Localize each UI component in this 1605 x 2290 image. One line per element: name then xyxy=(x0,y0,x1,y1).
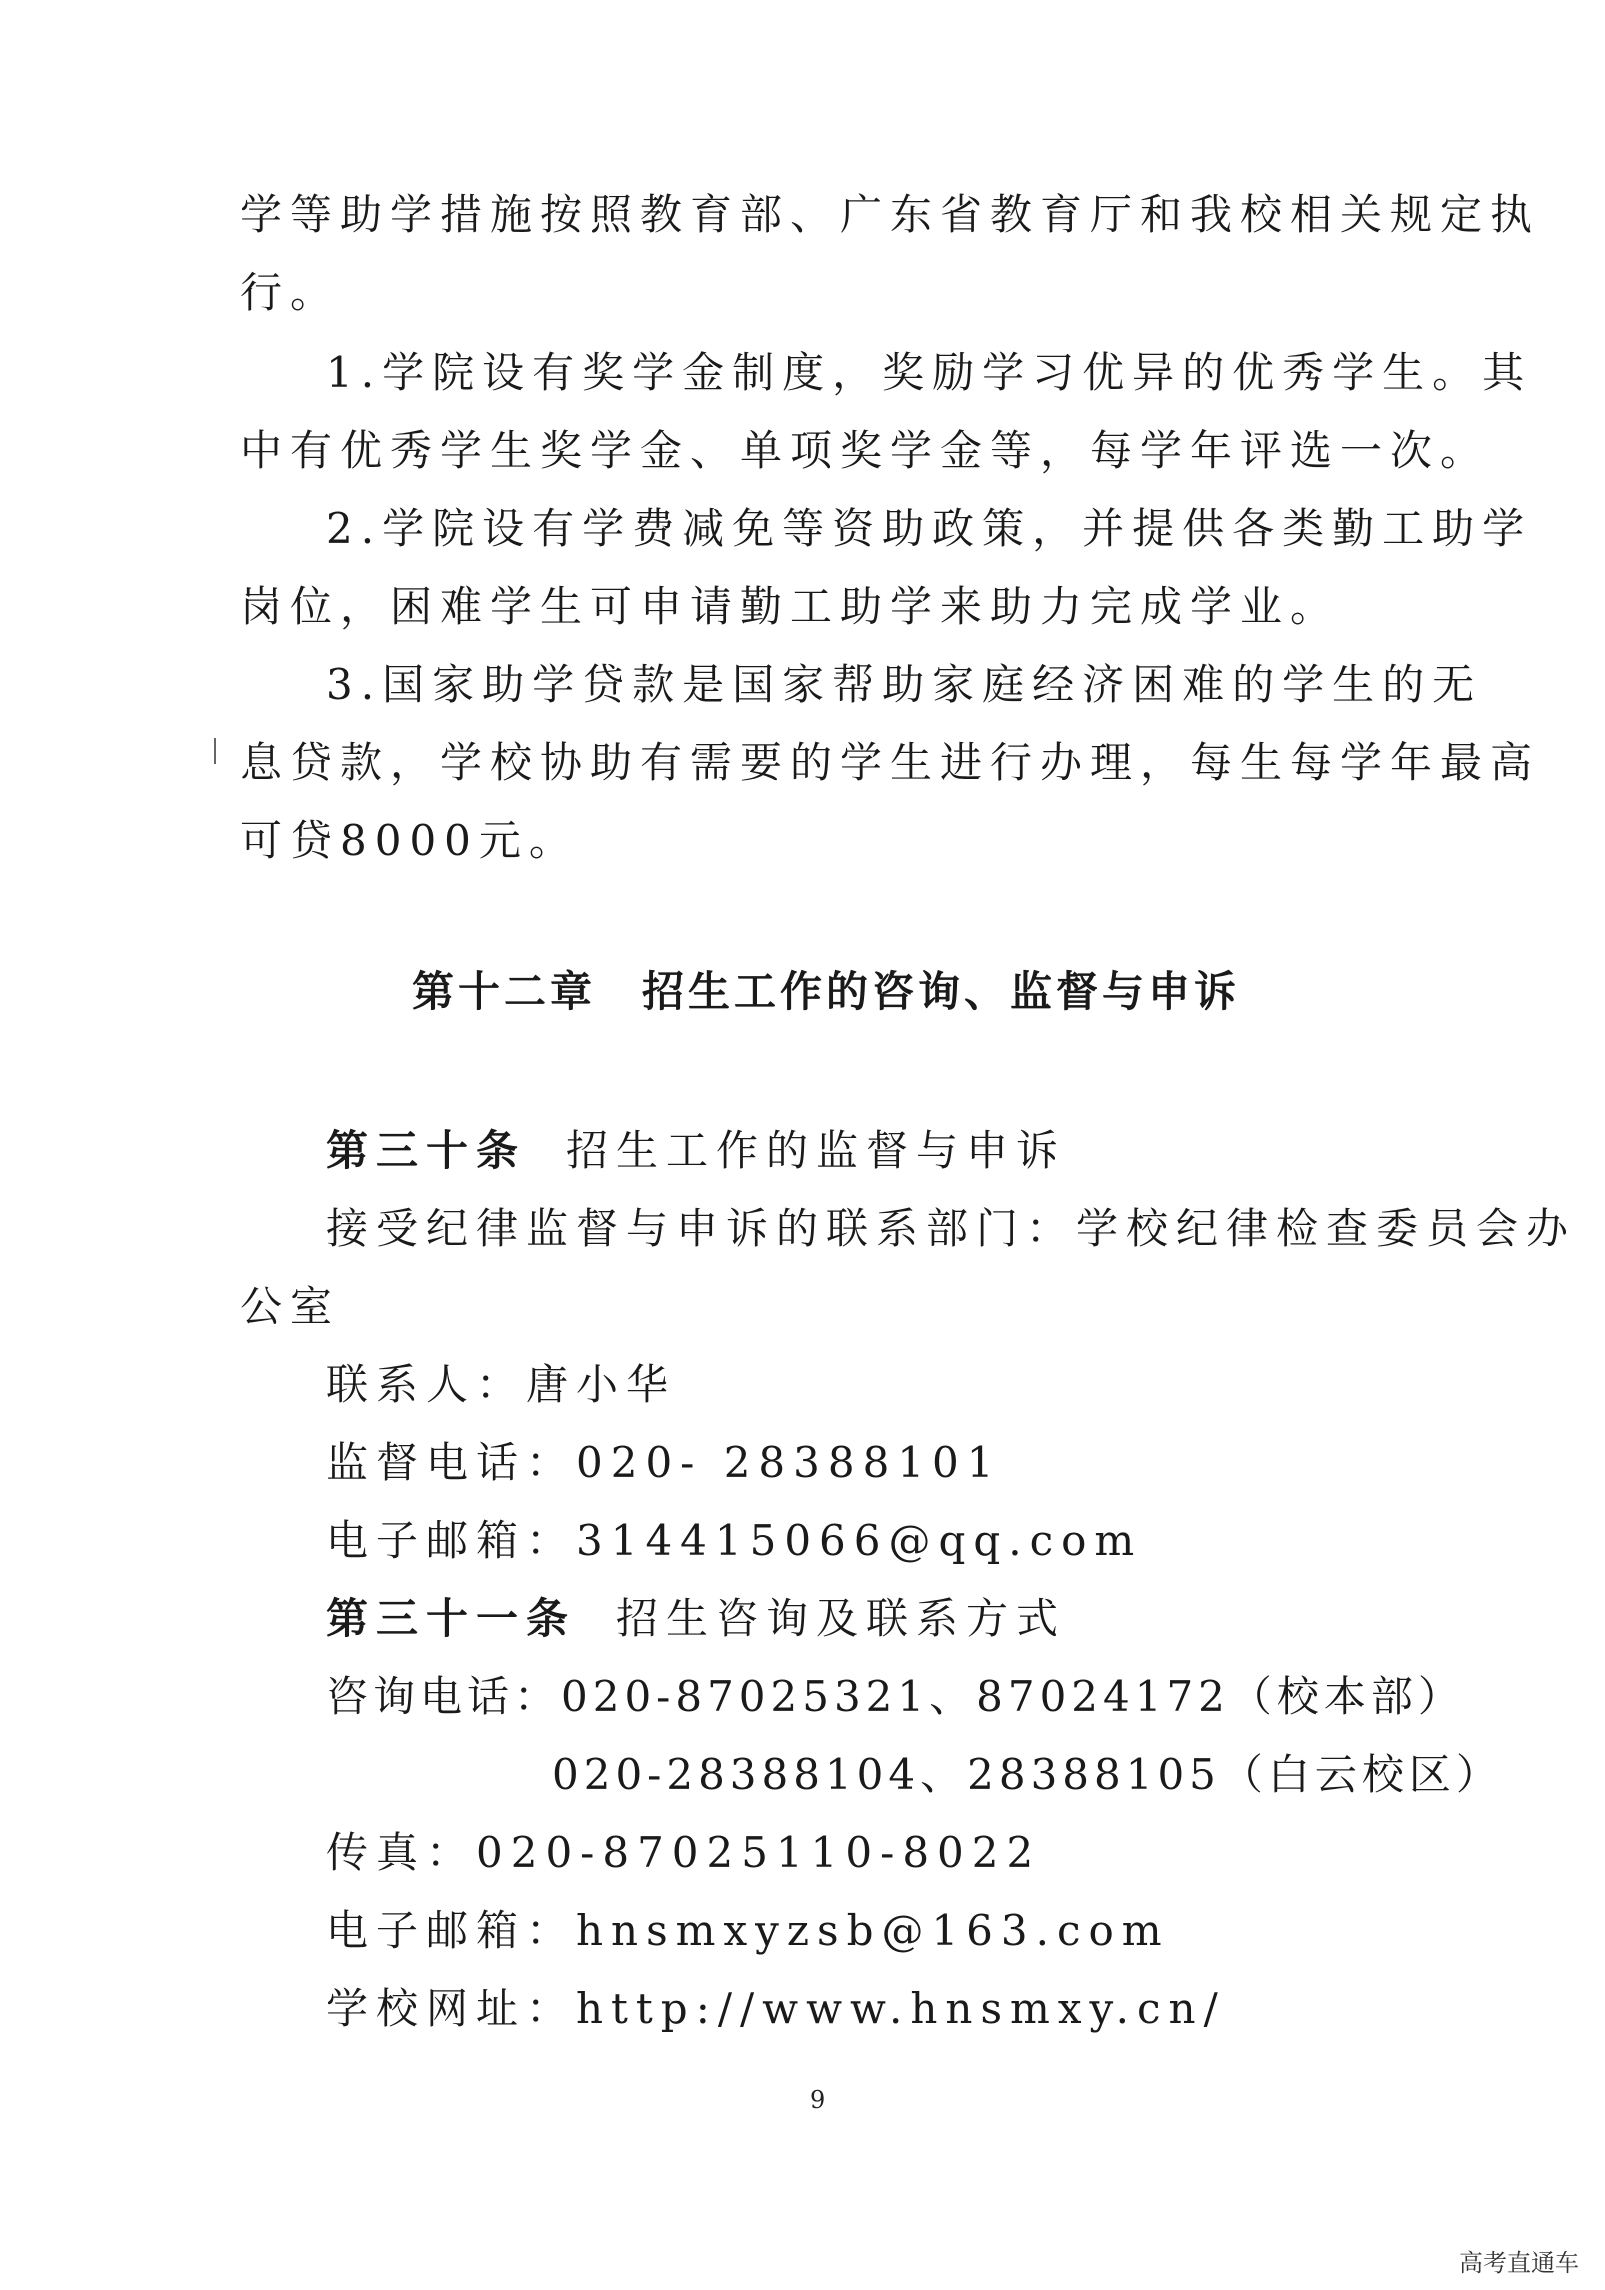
page-number: 9 xyxy=(810,2086,826,2114)
article-31-number: 第三十一条 xyxy=(326,1594,577,1643)
body-line-1: 学等助学措施按照教育部、广东省教育厅和我校相关规定执 xyxy=(240,190,1541,239)
body-line-4: 中有优秀学生奖学金、单项奖学金等，每学年评选一次。 xyxy=(240,426,1491,475)
article-30-heading xyxy=(326,1124,1066,1178)
article-31-phone-1: 咨询电话：020-87025321、87024172（校本部） xyxy=(326,1672,1465,1721)
watermark-text: 高考直通车 xyxy=(1453,2241,1585,2280)
article-30-dept-line-1: 接受纪律监督与申诉的联系部门：学校纪律检查委员会办 xyxy=(326,1204,1577,1253)
article-31-heading xyxy=(326,1592,1066,1646)
article-30-number: 第三十条 xyxy=(326,1126,527,1175)
article-30-email: 电子邮箱：314415066@qq.com xyxy=(326,1516,1143,1565)
article-31-title: 招生咨询及联系方式 xyxy=(616,1594,1067,1643)
body-line-2: 行。 xyxy=(240,268,341,317)
chapter-heading: 第十二章 招生工作的咨询、监督与申诉 xyxy=(412,967,1241,1016)
body-line-5: 2.学院设有学费减免等资助政策，并提供各类勤工助学 xyxy=(326,504,1533,553)
article-30-title: 招生工作的监督与申诉 xyxy=(566,1126,1067,1175)
article-30-dept-line-2: 公室 xyxy=(240,1282,341,1331)
article-31-website: 学校网址：http://www.hnsmxy.cn/ xyxy=(326,1984,1226,2033)
scan-mark xyxy=(214,738,216,764)
article-30-contact: 联系人：唐小华 xyxy=(326,1360,677,1409)
article-31-email: 电子邮箱：hnsmxyzsb@163.com xyxy=(326,1906,1170,1955)
article-30-phone: 监督电话：020- 28388101 xyxy=(326,1438,1002,1487)
article-31-fax: 传真：020-87025110-8022 xyxy=(326,1828,1042,1877)
body-line-9: 可贷8000元。 xyxy=(240,816,579,865)
body-line-7: 3.国家助学贷款是国家帮助家庭经济困难的学生的无 xyxy=(326,660,1483,709)
body-line-3: 1.学院设有奖学金制度，奖励学习优异的优秀学生。其 xyxy=(326,348,1533,397)
article-31-phone-2: 020-28388104、28388105（白云校区） xyxy=(552,1750,1503,1799)
body-line-6: 岗位，困难学生可申请勤工助学来助力完成学业。 xyxy=(240,582,1341,631)
body-line-8: 息贷款，学校协助有需要的学生进行办理，每生每学年最高 xyxy=(240,738,1541,787)
